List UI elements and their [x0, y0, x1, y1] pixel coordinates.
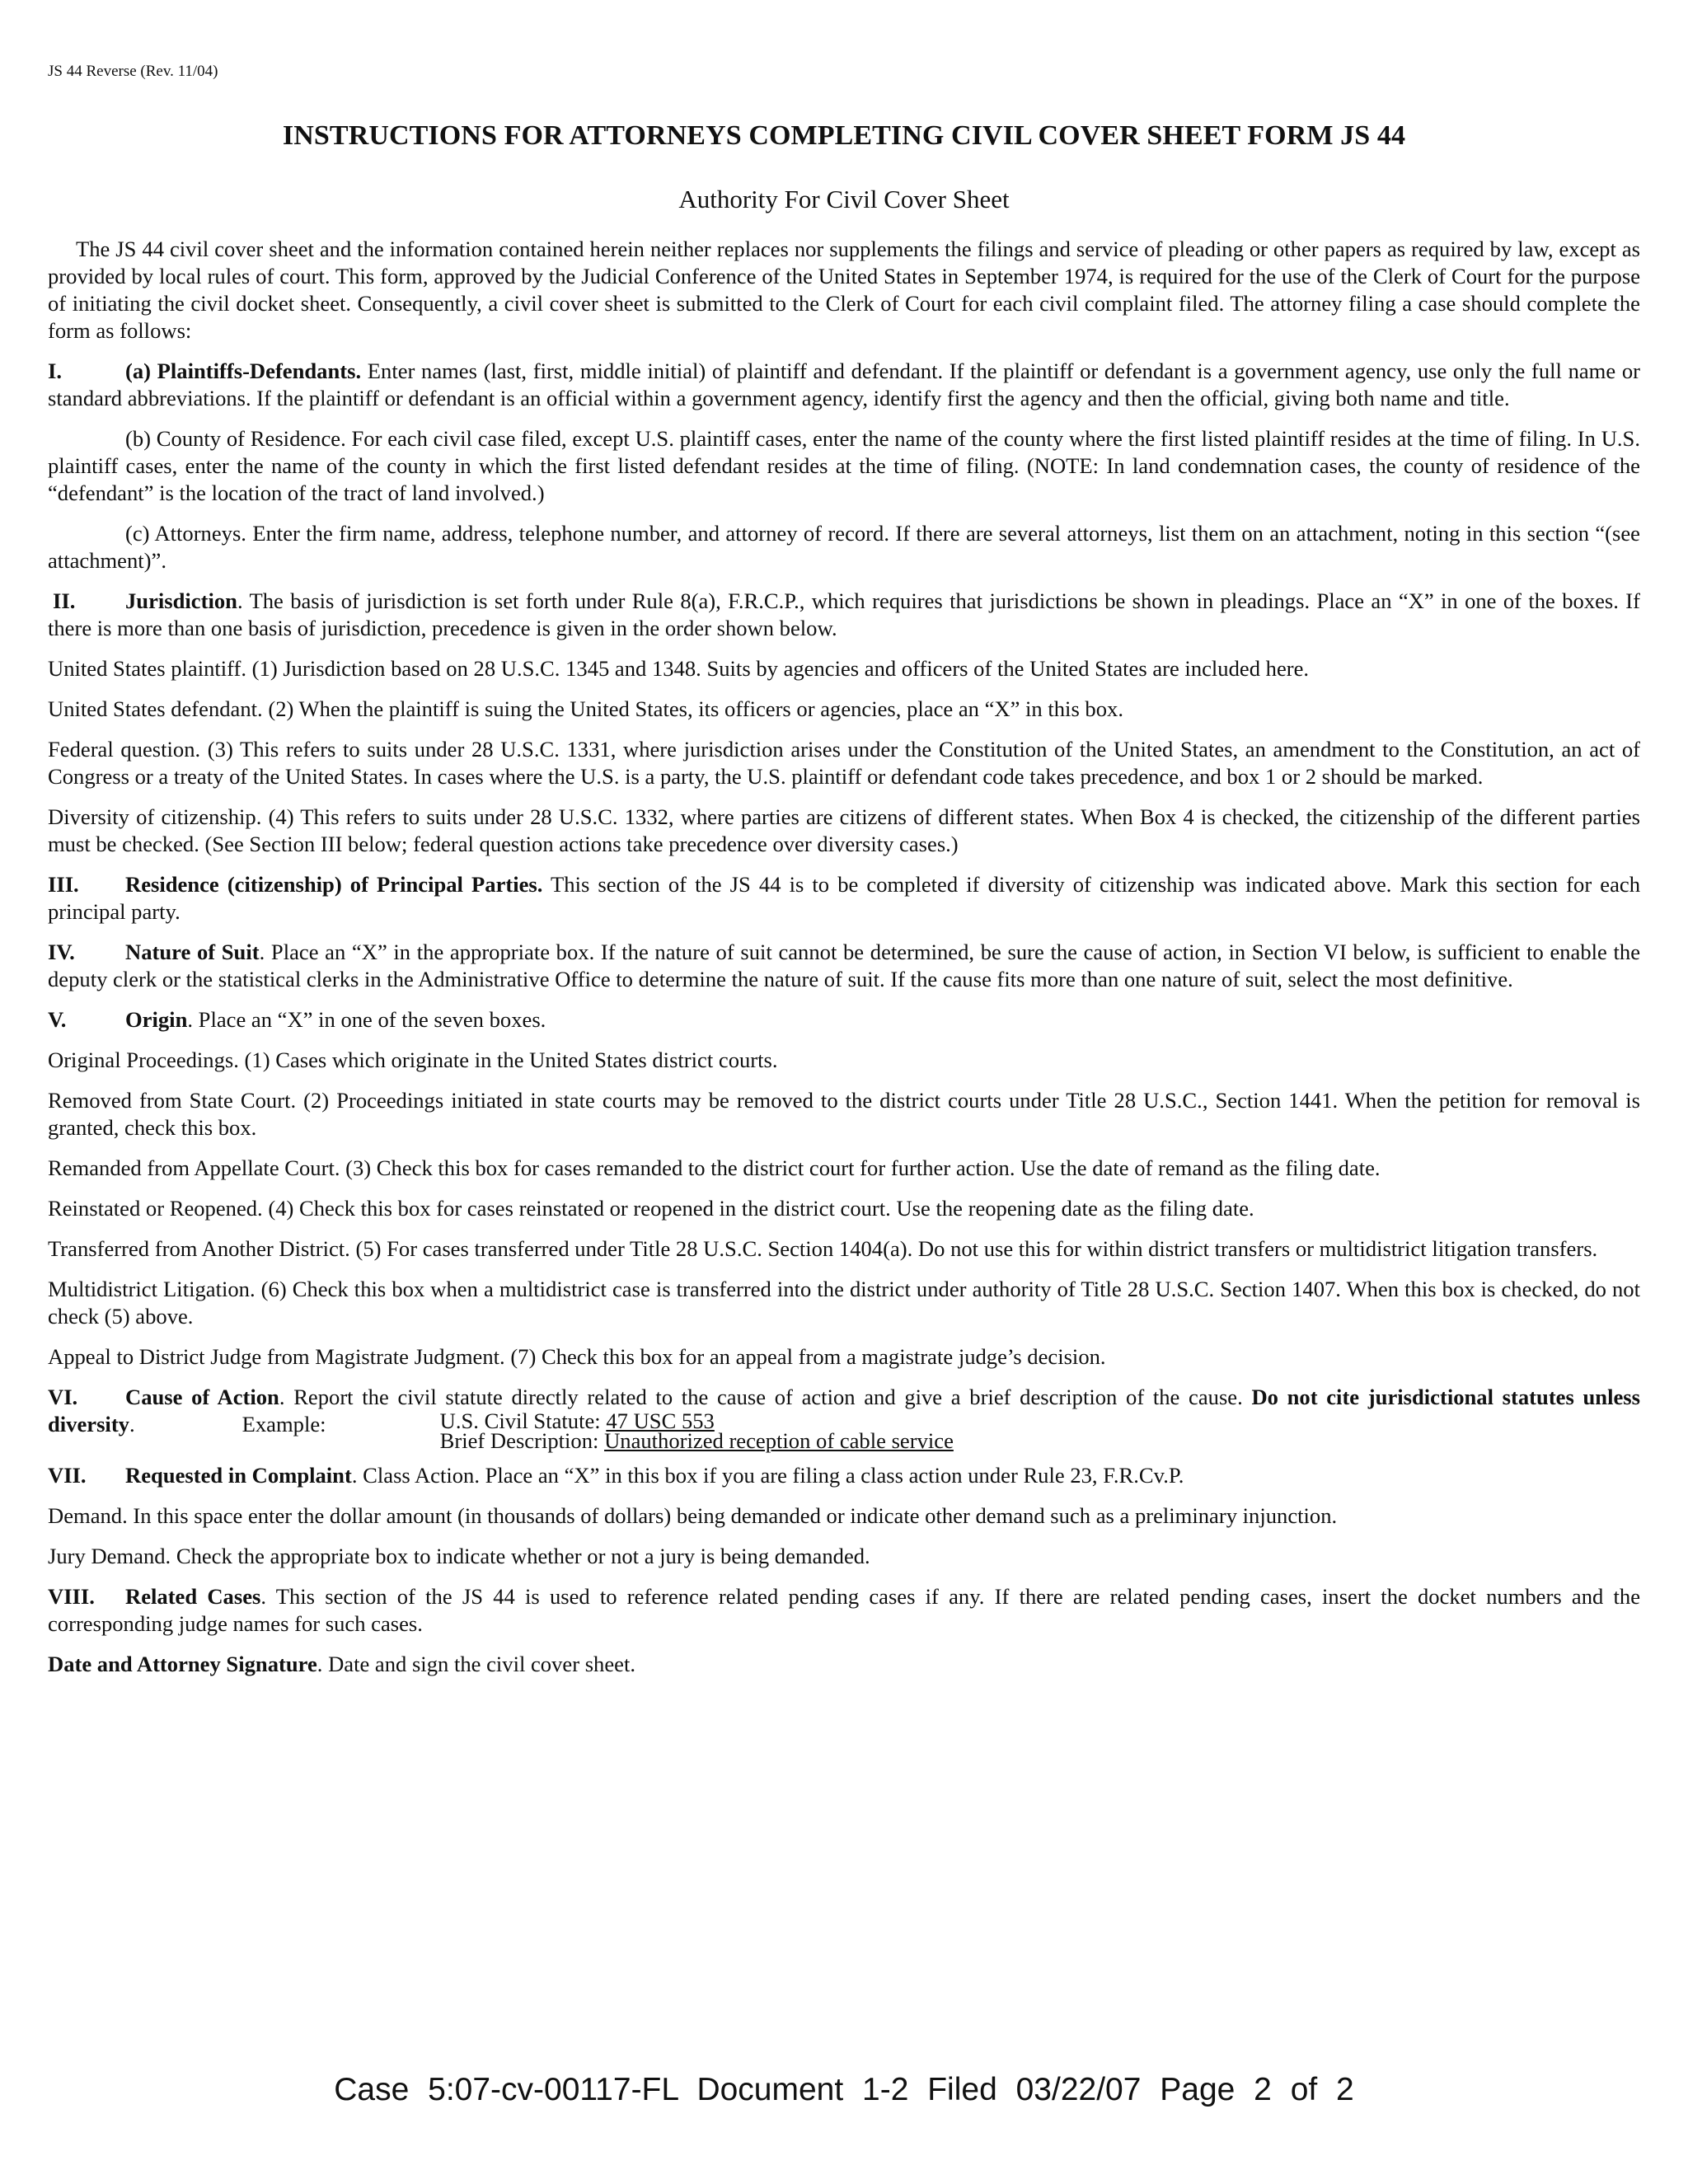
page-title: INSTRUCTIONS FOR ATTORNEYS COMPLETING CIVIL COVER SHEET FORM JS 44 [282, 120, 1406, 151]
complaint-item: Jury Demand. Check the appropriate box to indicate whether or not a jury is being demanded. [48, 1544, 870, 1568]
jurisdiction-item: United States plaintiff. (1) Jurisdiction based on 28 U.S.C. 1345 and 1348. Suits by agencies and officers of the United States are included here. [48, 656, 1310, 681]
section-6: VI. Cause of Action. Report the civil statute directly related to the cause of action and give a brief description of the cause. Do not cite jurisdictional statutes unless diversity. Example: U.S. Civil Statute: 47 USC 553 Brief Description: Unauthorized reception of cable service [48, 1385, 1640, 1453]
section-4 [48, 939, 1640, 993]
section-heading: Date and Attorney Signature [48, 1652, 317, 1676]
section-3 [48, 871, 1640, 926]
origin-item: Reinstated or Reopened. (4) Check this box for cases reinstated or reopened in the district court. Use the reopening date as the filing date. [48, 1196, 1254, 1221]
section-bold-note: Do not cite jurisdictional statutes unless diversity [48, 1385, 1640, 1436]
section-text: . Place an “X” in the appropriate box. If the nature of suit cannot be determined, be sure the cause of action, in Section VI below, is sufficient to enable the deputy clerk or the statistical clerks in the Administrative Office to determine the nature of suit. If the cause fits more than one nature of suit, select the most definitive. [48, 940, 1640, 991]
section-text: Enter names (last, first, middle initial) of plaintiff and defendant. If the plaintiff or defendant is a government agency, use only the full name or standard abbreviations. If the plaintiff or defendant is an official within a government agency, identify first the agency and then the official, giving both name and title. [48, 359, 1640, 410]
intro-paragraph: The JS 44 civil cover sheet and the information contained herein neither replaces nor supplements the filings and service of pleading or other papers as required by law, except as provided by local rules of court. This form, approved by the Judicial Conference of the United States in September 1974, is required for the use of the Clerk of Court for the purpose of initiating the civil docket sheet. Consequently, a civil cover sheet is submitted to the Clerk of Court for each civil complaint filed. The attorney filing a case should complete the form as follows: [48, 237, 1640, 343]
section-2 [48, 588, 1640, 642]
section-text: This section of the JS 44 is to be completed if diversity of citizenship was indicated above. Mark this section for each principal party. [48, 872, 1640, 924]
section-heading: Requested in Complaint [125, 1463, 352, 1488]
section-text: . Place an “X” in one of the seven boxes. [187, 1007, 546, 1032]
description-value: Unauthorized reception of cable service [604, 1428, 954, 1453]
section-text: . Class Action. Place an “X” in this box if you are filing a class action under Rule 23, F.R.Cv.P. [351, 1463, 1184, 1488]
section-5 [48, 1006, 1640, 1033]
section-number: I. [48, 359, 62, 383]
statute-value: 47 USC 553 [606, 1408, 715, 1433]
section-number: VIII. [48, 1584, 95, 1609]
section-text: . Date and sign the civil cover sheet. [316, 1652, 635, 1676]
section-heading: Residence (citizenship) of Principal Parties. [125, 872, 543, 897]
section-heading: Jurisdiction [125, 588, 237, 613]
section-heading: Origin [125, 1007, 188, 1032]
section-text: . This section of the JS 44 is used to reference related pending cases if any. If there are related pending cases, insert the docket numbers and the corresponding judge names for such cases. [48, 1584, 1641, 1636]
case-footer: Case 5:07-cv-00117-FL Document 1-2 Filed 03/22/07 Page 2 of 2 [334, 2072, 1354, 2107]
origin-item: Appeal to District Judge from Magistrate Judgment. (7) Check this box for an appeal from a magistrate judge’s decision. [48, 1344, 1106, 1369]
origin-item: Remanded from Appellate Court. (3) Check this box for cases remanded to the district court for further action. Use the date of remand as the filing date. [48, 1155, 1381, 1180]
origin-item: Removed from State Court. (2) Proceedings initiated in state courts may be removed to the district courts under Title 28 U.S.C., Section 1441. When the petition for removal is granted, check this box. [48, 1088, 1640, 1140]
section-heading: Related Cases [125, 1584, 261, 1609]
section-8 [48, 1583, 1640, 1638]
section-number: III. [48, 872, 79, 897]
section-number: II. [53, 588, 76, 613]
jurisdiction-item: Federal question. (3) This refers to suits under 28 U.S.C. 1331, where jurisdiction arises under the Constitution of the United States, an amendment to the Constitution, an act of Congress or a treaty of the United States. In cases where the U.S. is a party, the U.S. plaintiff or defendant code takes precedence, and box 1 or 2 should be marked. [48, 737, 1640, 789]
section-1b: (b) County of Residence. For each civil case filed, except U.S. plaintiff cases, enter the name of the county where the first listed plaintiff resides at the time of filing. In U.S. plaintiff cases, enter the name of the county in which the first listed defendant resides at the time of filing. (NOTE: In land condemnation cases, the county of residence of the “defendant” is the location of the tract of land involved.) [48, 426, 1640, 505]
example-label: Example: [241, 1412, 326, 1436]
section-text: . The basis of jurisdiction is set forth under Rule 8(a), F.R.C.P., which requires that jurisdictions be shown in pleadings. Place an “X” in one of the boxes. If there is more than one basis of jurisdiction, precedence is given in the order shown below. [48, 588, 1640, 640]
section-number: IV. [48, 940, 75, 964]
section-number: V. [48, 1007, 67, 1032]
origin-item: Transferred from Another District. (5) For cases transferred under Title 28 U.S.C. Section 1404(a). Do not use this for within district transfers or multidistrict litigation transfers. [48, 1236, 1598, 1261]
section-text: . Report the civil statute directly related to the cause of action and give a brief description of the cause. [279, 1385, 1243, 1409]
section-number: VII. [48, 1463, 87, 1488]
statute-label: U.S. Civil Statute: [439, 1408, 601, 1433]
origin-item: Original Proceedings. (1) Cases which originate in the United States district courts. [48, 1047, 778, 1072]
origin-item: Multidistrict Litigation. (6) Check this box when a multidistrict case is transferred into the district under authority of Title 28 U.S.C. Section 1407. When this box is checked, do not check (5) above. [48, 1277, 1640, 1329]
form-revision: JS 44 Reverse (Rev. 11/04) [48, 63, 218, 80]
section-1c: (c) Attorneys. Enter the firm name, address, telephone number, and attorney of record. If there are several attorneys, list them on an attachment, noting in this section “(see attachment)”. [48, 521, 1640, 573]
section-heading: Nature of Suit [125, 940, 260, 964]
example-block [439, 1408, 954, 1453]
description-label: Brief Description: [439, 1428, 599, 1453]
section-heading: Cause of Action [125, 1385, 279, 1409]
signature-instruction [48, 1651, 1640, 1678]
section-7 [48, 1462, 1640, 1489]
instructions-body [48, 236, 1640, 1691]
jurisdiction-item: Diversity of citizenship. (4) This refers to suits under 28 U.S.C. 1332, where parties are citizens of different states. When Box 4 is checked, the citizenship of the different parties must be checked. (See Section III below; federal question actions take precedence over diversity cases.) [48, 804, 1640, 856]
section-1 [48, 358, 1640, 412]
section-number: VI. [48, 1385, 78, 1409]
jurisdiction-item: United States defendant. (2) When the plaintiff is suing the United States, its officers or agencies, place an “X” in this box. [48, 696, 1123, 721]
complaint-item: Demand. In this space enter the dollar amount (in thousands of dollars) being demanded or indicate other demand such as a preliminary injunction. [48, 1503, 1338, 1528]
page-subtitle: Authority For Civil Cover Sheet [678, 185, 1010, 213]
section-heading: (a) Plaintiffs-Defendants. [125, 359, 362, 383]
